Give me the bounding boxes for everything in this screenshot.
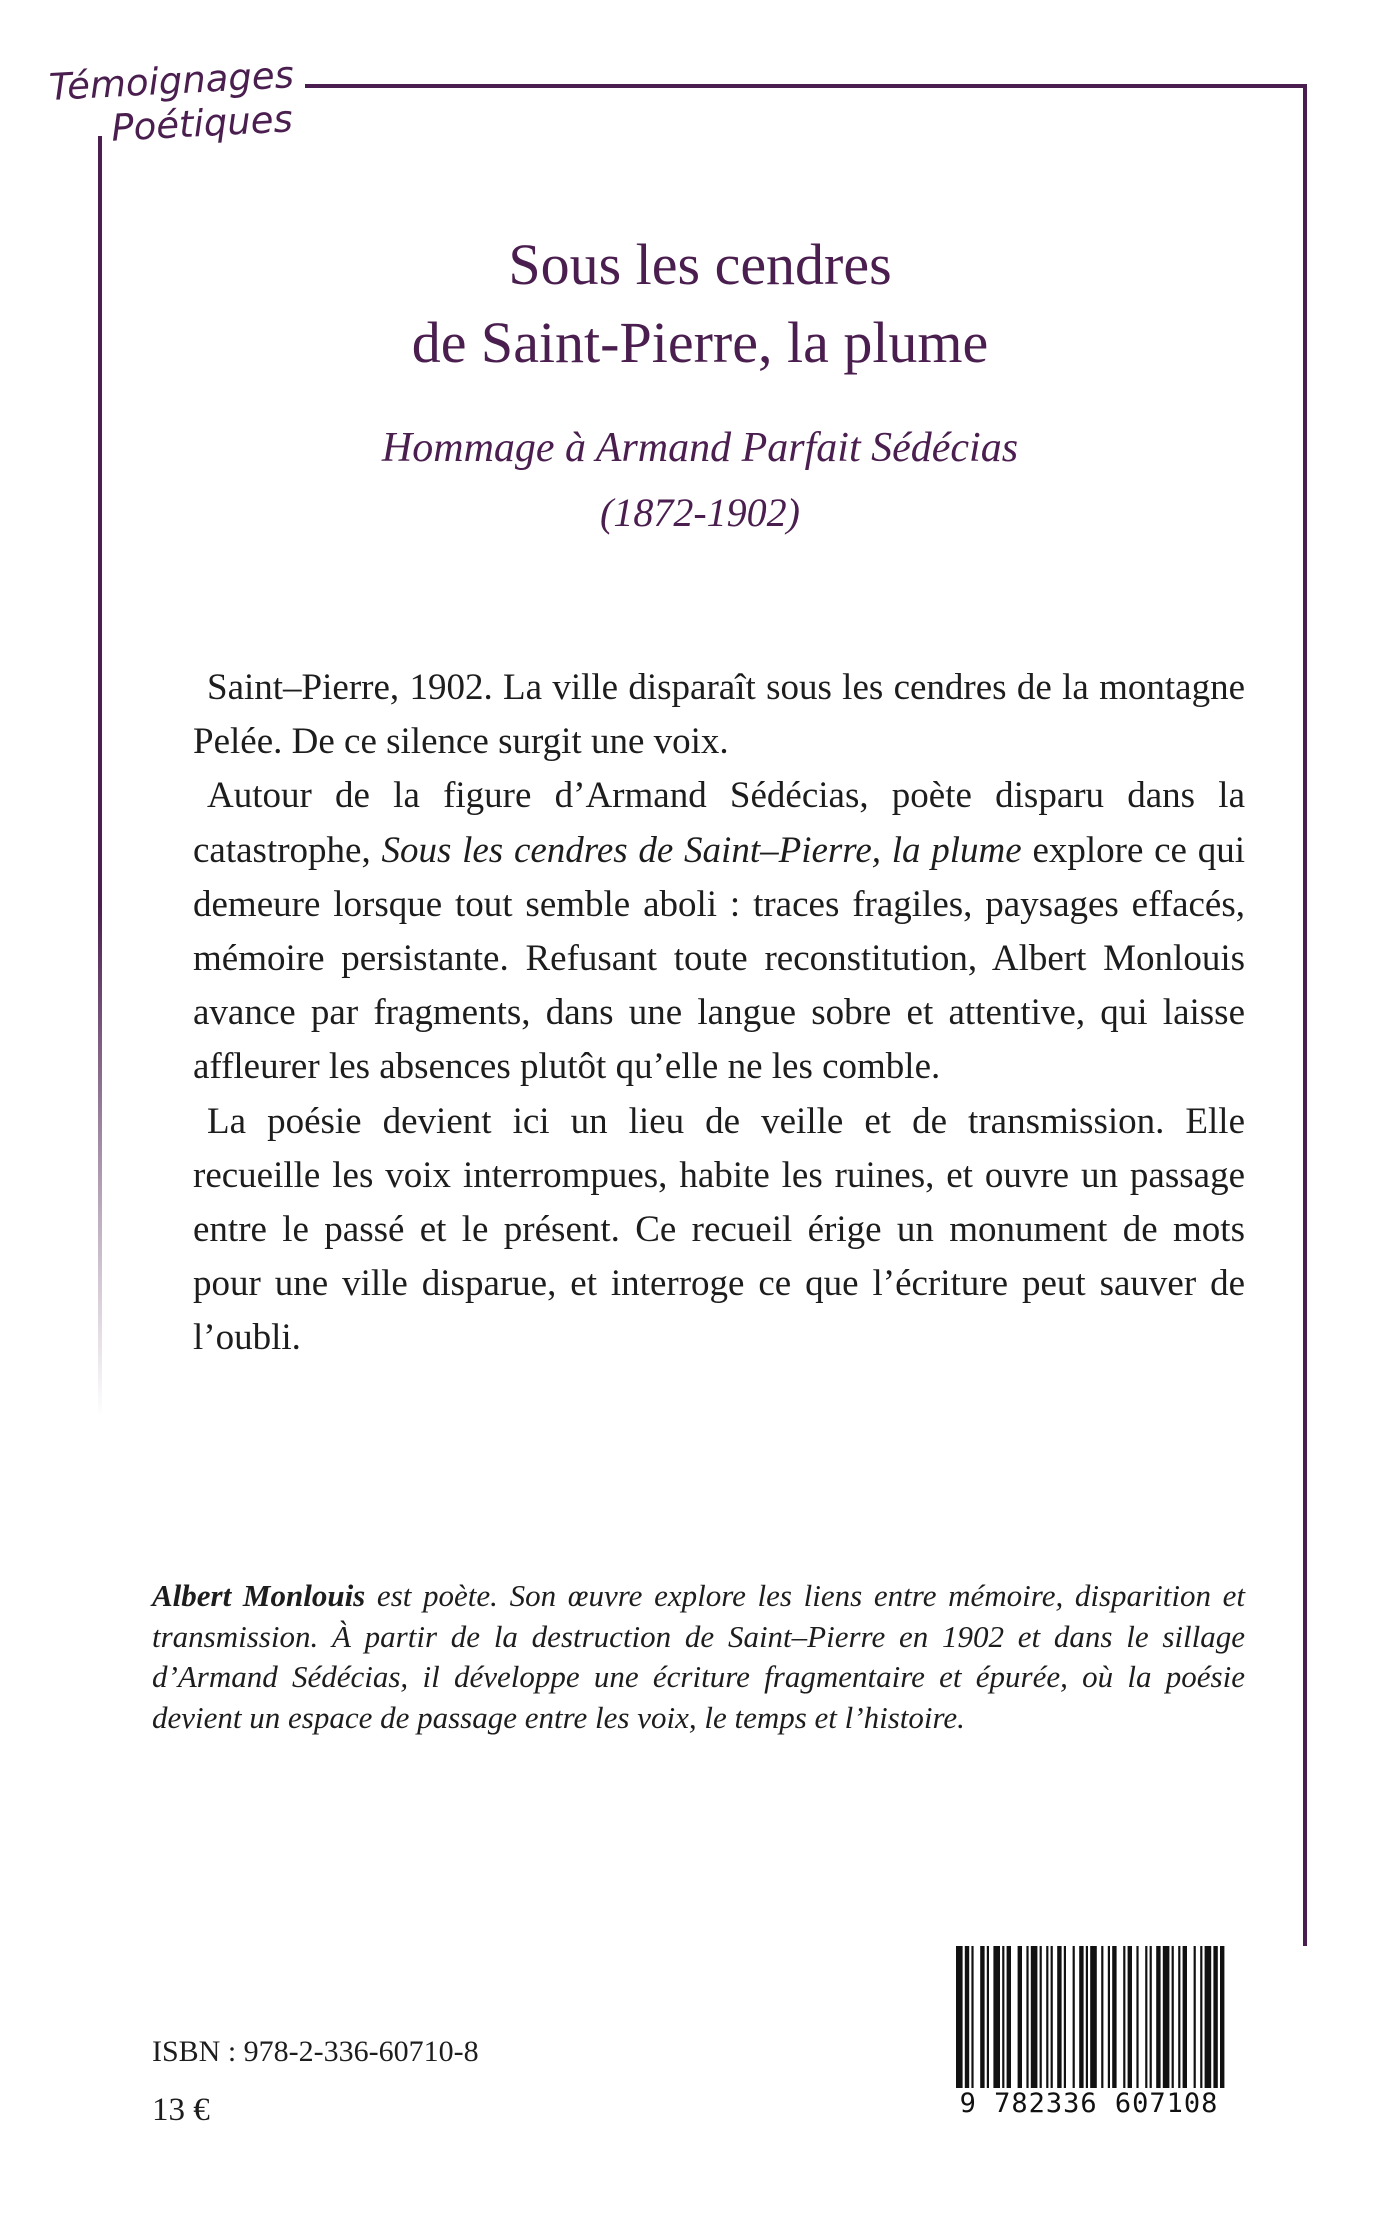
book-title-line-1: Sous les cendres — [508, 232, 892, 297]
blurb-book-title-reference: Sous les cendres de Saint–Pierre, la plume — [381, 829, 1022, 871]
barcode-bar — [1172, 1946, 1174, 2096]
barcode-bar — [1150, 1946, 1152, 2096]
barcode-bar — [1156, 1946, 1160, 2096]
barcode-bar — [1108, 1946, 1110, 2096]
barcode — [938, 1946, 1240, 2126]
blurb-paragraph-3: La poésie devient ici un lieu de veille et de transmission. Elle recueille les voix interrompues, habite les ruines, et ouvre un passage entre le passé et le présent. Ce recueil érige un monument de mots pour une ville disparue, et interroge ce que l’écriture peut sauver de l’oubli. — [193, 1100, 1245, 1359]
barcode-bar — [1101, 1946, 1103, 2096]
book-subtitle: Hommage à Armand Parfait Sédécias — [381, 425, 1019, 471]
blurb-paragraph-2 — [193, 769, 1245, 1094]
barcode-bar — [1090, 1946, 1097, 2096]
blurb-paragraph-2-end: explore ce qui demeure lorsque tout semble aboli : traces fragiles, paysages effacés, mémoire persistante. Refusant toute reconstitution, Albert Monlouis avance par fragments, dans une langue sobre et attentive, qui laisse affleurer les absences plutôt qu’elle ne les comble. — [193, 829, 1245, 1088]
barcode-bar — [1123, 1946, 1125, 2096]
barcode-bar — [1007, 1946, 1011, 2096]
barcode-bar — [1200, 1946, 1202, 2096]
barcode-bar — [1163, 1946, 1170, 2096]
frame-top-border — [305, 84, 1307, 88]
barcode-bar — [980, 1946, 984, 2096]
frame-right-border — [1303, 84, 1307, 1946]
author-name: Albert Monlouis — [152, 1578, 366, 1613]
barcode-digits: 9 782336 607108 — [938, 2088, 1240, 2119]
price: 13 € — [152, 2092, 210, 2128]
back-cover-blurb — [193, 661, 1245, 1366]
barcode-bar — [971, 1946, 973, 2096]
collection-line-1: Témoignages — [48, 53, 295, 109]
barcode-bar — [1057, 1946, 1061, 2096]
barcode-bar — [993, 1946, 1000, 2096]
barcode-bars — [938, 1946, 1240, 2096]
book-title-line-2: de Saint-Pierre, la plume — [411, 310, 989, 375]
barcode-bar — [1073, 1946, 1075, 2096]
barcode-bar — [1079, 1946, 1083, 2096]
barcode-bar — [1040, 1946, 1042, 2096]
barcode-bar — [1183, 1946, 1187, 2096]
barcode-bar — [1136, 1946, 1138, 2096]
isbn: ISBN : 978-2-336-60710-8 — [152, 2035, 479, 2068]
frame-left-border — [98, 136, 102, 1416]
barcode-bar — [1220, 1946, 1224, 2096]
book-dates: (1872-1902) — [600, 490, 800, 535]
barcode-bar — [1051, 1946, 1053, 2096]
author-bio — [152, 1576, 1245, 1738]
collection-name — [48, 52, 312, 153]
barcode-bar — [965, 1946, 969, 2096]
barcode-bar — [1046, 1946, 1048, 2096]
barcode-bar — [1112, 1946, 1116, 2096]
barcode-bar — [1002, 1946, 1004, 2096]
author-bio-text: est poète. Son œuvre explore les liens entre mémoire, disparition et transmission. À partir de la destruction de Saint–Pierre en 1902 et dans le sillage d’Armand Sédécias, il développe une écriture fragmentaire et épurée, où la poésie devient un espace de passage entre les voix, le temps et l’histoire. — [152, 1578, 1246, 1735]
barcode-bar — [1128, 1946, 1132, 2096]
barcode-bar — [987, 1946, 989, 2096]
collection-line-2: Poétiques — [110, 97, 294, 150]
book-title — [240, 226, 1160, 382]
barcode-bar — [1031, 1946, 1038, 2096]
barcode-bar — [1145, 1946, 1147, 2096]
barcode-bar — [956, 1946, 963, 2096]
barcode-bar — [1026, 1946, 1028, 2096]
barcode-bar — [1213, 1946, 1217, 2096]
blurb-paragraph-1: Saint–Pierre, 1902. La ville disparaît sous les cendres de la montagne Pelée. De ce silence surgit une voix. — [193, 667, 1245, 763]
barcode-bar — [1178, 1946, 1180, 2096]
barcode-bar — [1018, 1946, 1022, 2096]
barcode-bar — [1205, 1946, 1212, 2096]
barcode-bar — [1086, 1946, 1088, 2096]
barcode-bar — [1064, 1946, 1066, 2096]
blurb-paragraph-2-start: Autour de la figure d’Armand Sédécias, poète disparu dans la catastrophe, — [193, 775, 1245, 871]
barcode-bar — [1194, 1946, 1196, 2096]
